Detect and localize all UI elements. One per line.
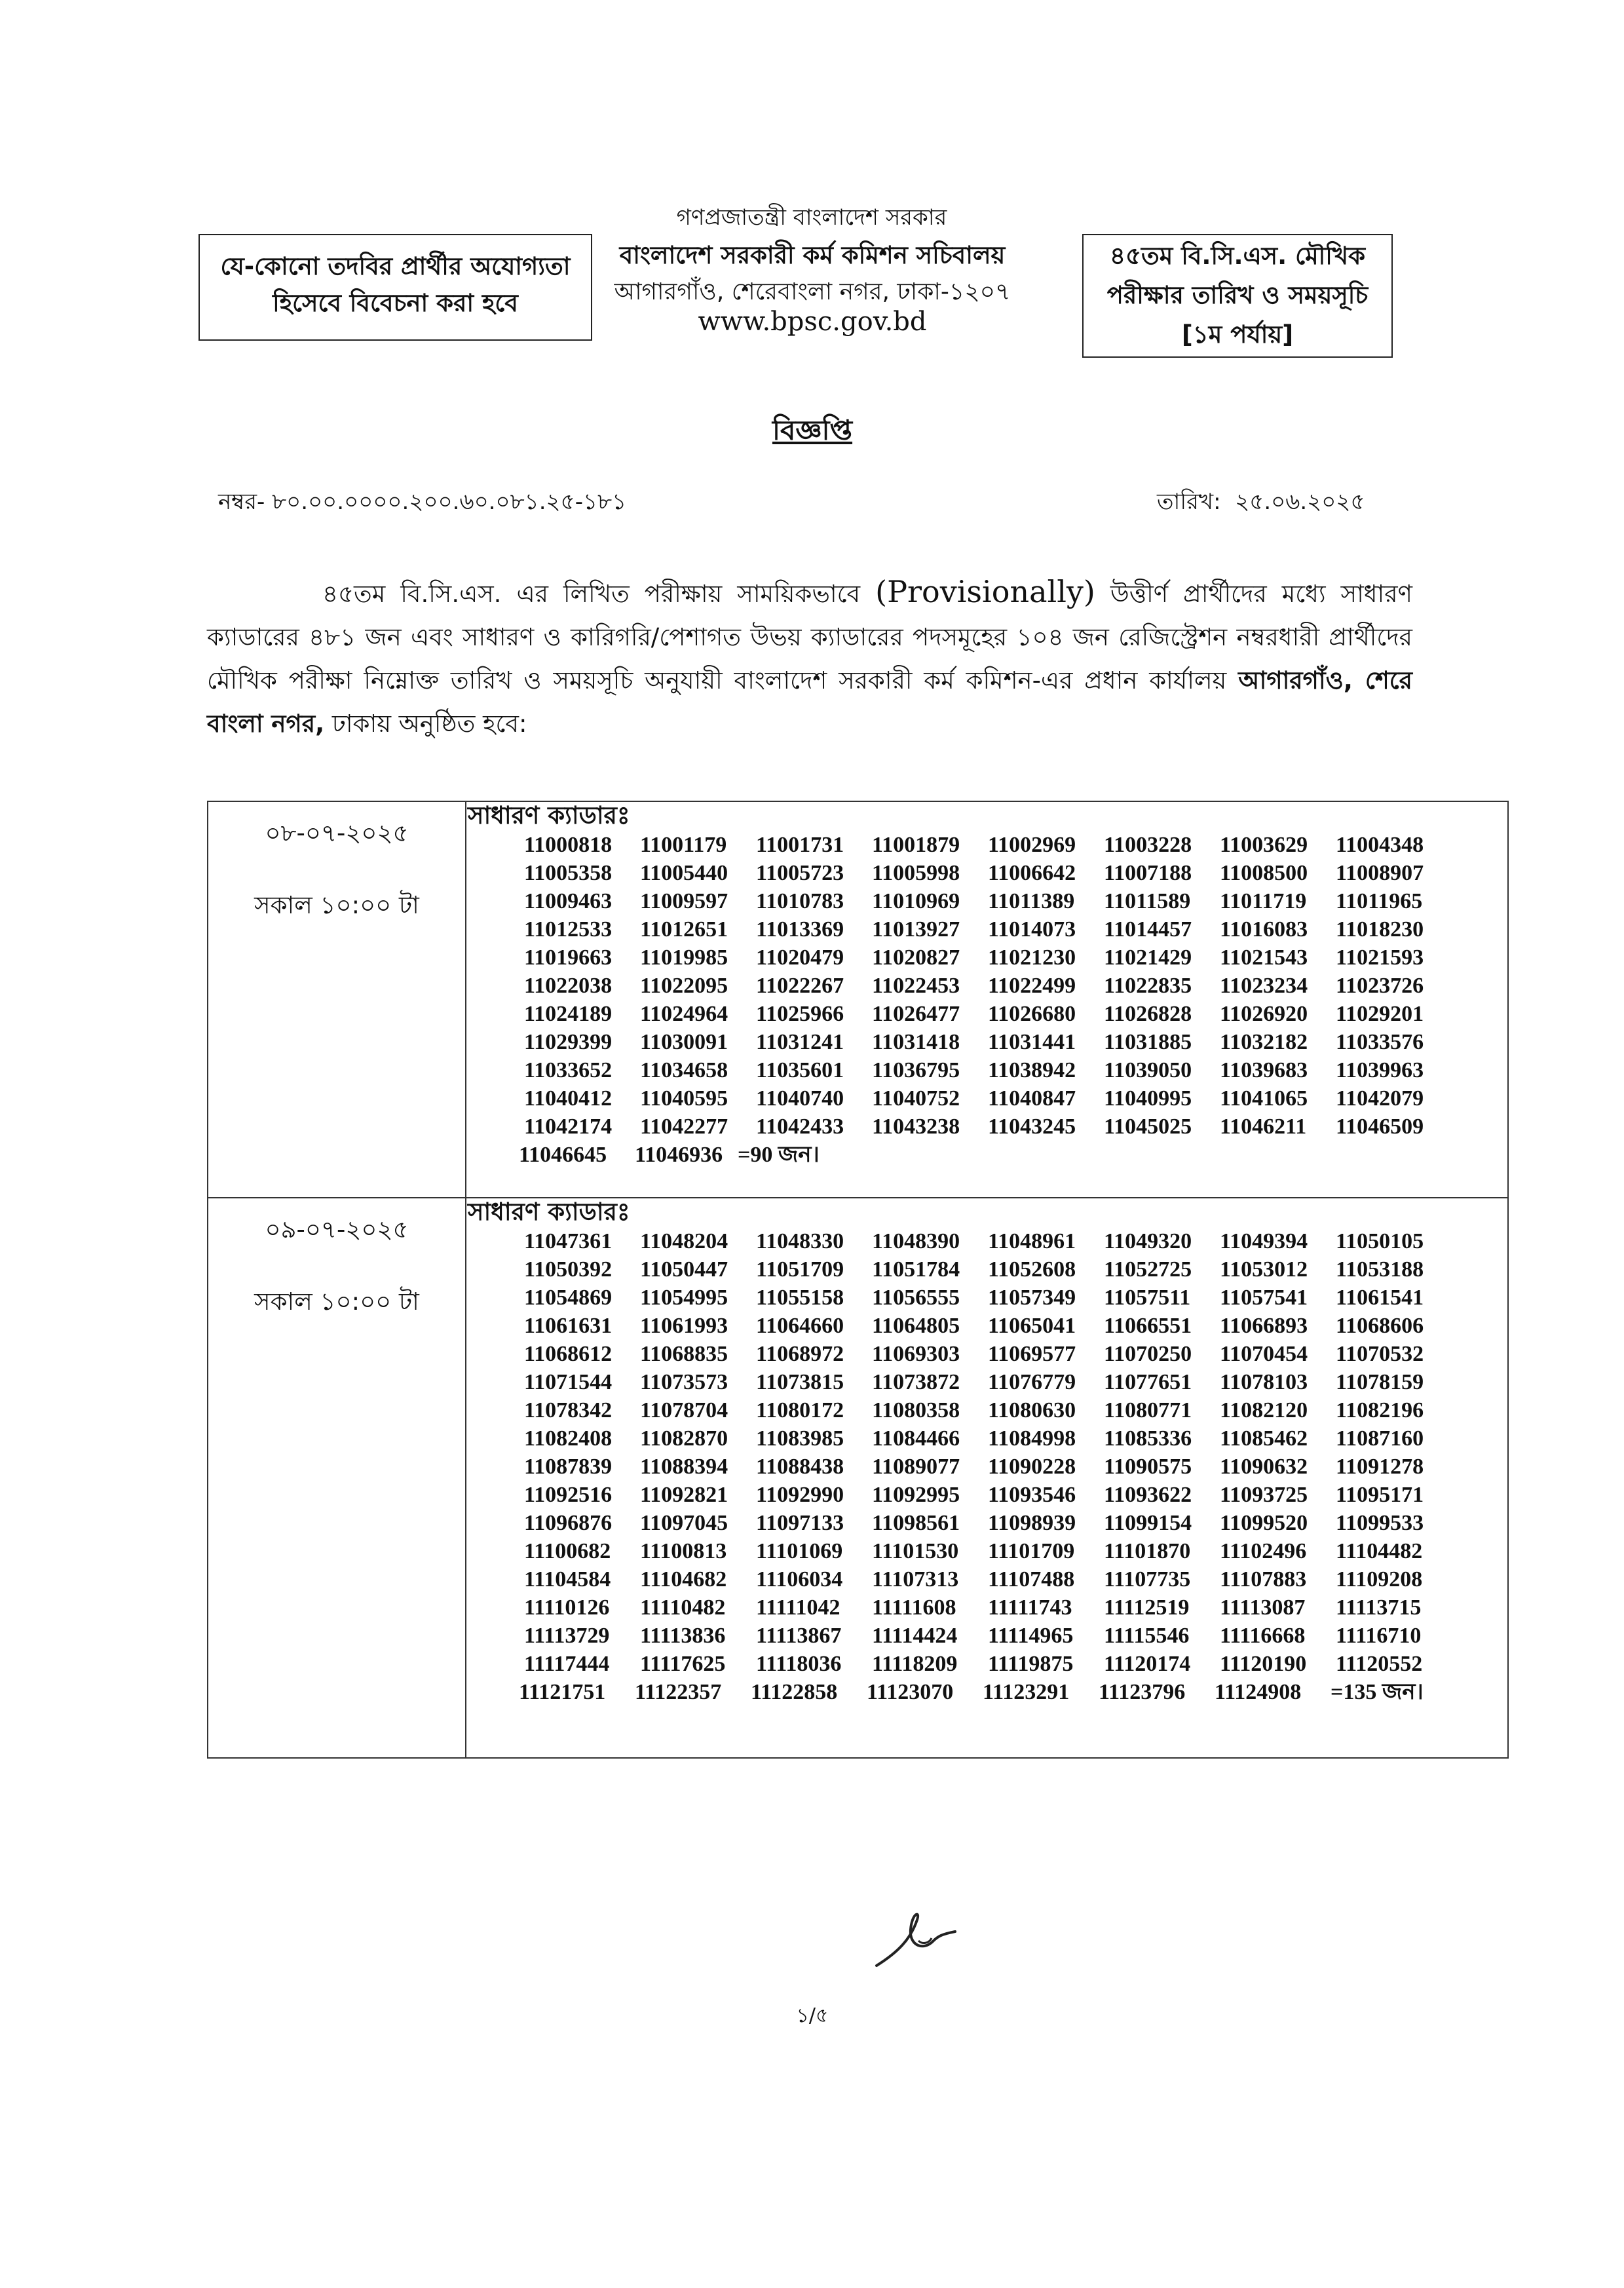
registration-number: 11068612 (524, 1342, 613, 1366)
registration-number: 11076779 (988, 1370, 1076, 1394)
registration-number: 11120174 (1104, 1652, 1191, 1676)
number-row (524, 972, 1507, 1000)
number-row (524, 1453, 1507, 1481)
body-text-venue: আগারগাঁও, শেরে বাংলা নগর, (207, 666, 1413, 738)
registration-number: 11061541 (1336, 1286, 1424, 1310)
registration-number: 11118209 (872, 1652, 958, 1676)
registration-number: 11050105 (1336, 1229, 1424, 1253)
registration-number: 11102496 (1220, 1539, 1307, 1563)
registration-number: 11033652 (524, 1058, 613, 1082)
registration-number: 11034658 (640, 1058, 728, 1082)
registration-number: 11021543 (1220, 945, 1308, 970)
registration-number: 11005998 (872, 861, 960, 885)
registration-number: 11090575 (1104, 1455, 1192, 1479)
registration-number: 11098561 (872, 1511, 960, 1535)
number-row (524, 1622, 1507, 1650)
registration-number: 11113836 (640, 1624, 726, 1648)
body-text-3: ঢাকায় অনুষ্ঠিত হবে: (324, 710, 527, 738)
registration-number: 11082870 (640, 1426, 728, 1451)
registration-number: 11042174 (524, 1115, 613, 1139)
numbers-cell-2 (466, 1198, 1508, 1758)
registration-number: 11020479 (756, 945, 844, 970)
govt-name: গণপ্রজাতন্ত্রী বাংলাদেশ সরকার (676, 204, 947, 231)
registration-number: 11005723 (756, 861, 844, 885)
registration-number: 11097133 (756, 1511, 844, 1535)
number-row (524, 1284, 1507, 1312)
registration-number: 11065041 (988, 1314, 1076, 1338)
registration-number: 11048204 (640, 1229, 728, 1253)
notice-title: বিজ্ঞপ্তি (772, 414, 853, 446)
number-row (524, 1537, 1507, 1565)
number-row (524, 1000, 1507, 1028)
registration-number: 11061993 (640, 1314, 728, 1338)
registration-number: 11019663 (524, 945, 613, 970)
registration-number: 11051784 (872, 1257, 960, 1282)
registration-number: 11068835 (640, 1342, 728, 1366)
registration-number: 11057349 (988, 1286, 1076, 1310)
exam-time-2: সকাল ১০:০০ টা (254, 1287, 419, 1316)
registration-number: 11064805 (872, 1314, 960, 1338)
registration-number: 11066893 (1220, 1314, 1308, 1338)
registration-number: 11066551 (1104, 1314, 1192, 1338)
registration-number: 11022267 (756, 974, 844, 998)
registration-number: 11113087 (1220, 1595, 1306, 1620)
registration-number: 11042277 (640, 1115, 728, 1139)
registration-number: 11077651 (1104, 1370, 1192, 1394)
registration-number: 11053012 (1220, 1257, 1308, 1282)
registration-number: 11080771 (1104, 1398, 1192, 1422)
registration-number: 11038942 (988, 1058, 1076, 1082)
registration-number: 11061631 (524, 1314, 613, 1338)
number-row (524, 1227, 1507, 1255)
registration-number: 11110126 (524, 1595, 610, 1620)
registration-number: 11104682 (640, 1567, 727, 1592)
registration-number: 11070532 (1336, 1342, 1424, 1366)
registration-number: 11045025 (1104, 1115, 1192, 1139)
registration-number: 11116710 (1336, 1624, 1422, 1648)
registration-number: 11052725 (1104, 1257, 1192, 1282)
registration-number: 11057541 (1220, 1286, 1308, 1310)
registration-number: 11082408 (524, 1426, 613, 1451)
registration-number: 11069303 (872, 1342, 960, 1366)
registration-number: 11042433 (756, 1115, 844, 1139)
registration-number: 11035601 (756, 1058, 844, 1082)
warning-box (198, 234, 592, 341)
cadre-label-2: সাধারণ ক্যাডারঃ (468, 1198, 630, 1226)
registration-number: 11029201 (1336, 1002, 1424, 1026)
registration-number: 11091278 (1336, 1455, 1424, 1479)
office-name: বাংলাদেশ সরকারী কর্ম কমিশন সচিবালয় (619, 241, 1006, 269)
registration-number: 11124908 (1215, 1680, 1302, 1704)
registration-number: 11106034 (756, 1567, 843, 1592)
registration-number: 11040752 (872, 1086, 960, 1111)
registration-number: 11090228 (988, 1455, 1076, 1479)
registration-number: 11100682 (524, 1539, 611, 1563)
registration-number: 11113867 (756, 1624, 842, 1648)
candidate-total-unit: জন। (778, 1141, 820, 1168)
registration-number: 11100813 (640, 1539, 727, 1563)
registration-number: 11031418 (872, 1030, 960, 1054)
registration-number: 11004348 (1336, 833, 1424, 857)
number-row (524, 1396, 1507, 1424)
registration-number: 11099154 (1104, 1511, 1192, 1535)
registration-number: 11084466 (872, 1426, 960, 1451)
registration-number: 11007188 (1104, 861, 1192, 885)
numbers-cell-1 (466, 801, 1508, 1198)
warning-line-2: হিসেবে বিবেচনা করা হবে (273, 289, 518, 317)
registration-number: 11070454 (1220, 1342, 1308, 1366)
registration-number: 11022038 (524, 974, 613, 998)
registration-number: 11023726 (1336, 974, 1424, 998)
registration-number: 11120552 (1336, 1652, 1423, 1676)
registration-number: 11116668 (1220, 1624, 1306, 1648)
registration-number: 11089077 (872, 1455, 960, 1479)
number-row-last (519, 1141, 1507, 1169)
registration-number: 11054869 (524, 1286, 613, 1310)
registration-number: 11016083 (1220, 917, 1308, 942)
candidate-total-value: =135 (1331, 1680, 1377, 1704)
registration-number: 11123291 (983, 1680, 1070, 1704)
registration-number: 11095171 (1336, 1483, 1424, 1507)
registration-number: 11073872 (872, 1370, 960, 1394)
registration-number: 11011389 (988, 889, 1075, 913)
registration-number: 11039050 (1104, 1058, 1192, 1082)
registration-number: 11093622 (1104, 1483, 1192, 1507)
schedule-row-2 (208, 1198, 1508, 1758)
registration-number: 11036795 (872, 1058, 960, 1082)
registration-number: 11005358 (524, 861, 613, 885)
number-row (524, 859, 1507, 887)
registration-number: 11109208 (1336, 1567, 1423, 1592)
registration-number: 11111042 (756, 1595, 840, 1620)
registration-number: 11040847 (988, 1086, 1076, 1111)
registration-number: 11046936 (635, 1143, 723, 1167)
signature (871, 1900, 963, 1979)
registration-number: 11078342 (524, 1398, 613, 1422)
registration-number: 11013927 (872, 917, 960, 942)
registration-number: 11099533 (1336, 1511, 1424, 1535)
registration-number: 11078704 (640, 1398, 728, 1422)
registration-number: 11057511 (1104, 1286, 1191, 1310)
registration-number: 11010783 (756, 889, 844, 913)
registration-number: 11008907 (1336, 861, 1424, 885)
registration-number: 11046509 (1336, 1115, 1424, 1139)
number-row (524, 1028, 1507, 1056)
registration-number: 11041065 (1220, 1086, 1308, 1111)
registration-number: 11011719 (1220, 889, 1307, 913)
registration-number: 11101870 (1104, 1539, 1191, 1563)
registration-number: 11073815 (756, 1370, 844, 1394)
registration-number: 11023234 (1220, 974, 1308, 998)
registration-number: 11097045 (640, 1511, 728, 1535)
registration-number: 11113729 (524, 1624, 610, 1648)
registration-number: 11123796 (1099, 1680, 1186, 1704)
office-address: আগারগাঁও, শেরেবাংলা নগর, ঢাকা-১২০৭ (614, 278, 1011, 305)
registration-number: 11107313 (872, 1567, 959, 1592)
registration-number: 11014073 (988, 917, 1076, 942)
registration-number: 11021593 (1336, 945, 1424, 970)
registration-number: 11055158 (756, 1286, 844, 1310)
registration-number: 11043245 (988, 1115, 1076, 1139)
registration-number: 11048330 (756, 1229, 844, 1253)
registration-number: 11078159 (1336, 1370, 1424, 1394)
registration-number: 11080630 (988, 1398, 1076, 1422)
registration-number: 11033576 (1336, 1030, 1424, 1054)
registration-number: 11101530 (872, 1539, 959, 1563)
registration-number: 11051709 (756, 1257, 844, 1282)
registration-number: 11101709 (988, 1539, 1075, 1563)
registration-number: 11003629 (1220, 833, 1308, 857)
number-row (524, 1340, 1507, 1368)
registration-number: 11006642 (988, 861, 1076, 885)
date-cell-2 (208, 1198, 466, 1758)
schedule-row-1 (208, 801, 1508, 1198)
registration-number: 11092516 (524, 1483, 613, 1507)
registration-number: 11022499 (988, 974, 1076, 998)
registration-number: 11122357 (635, 1680, 722, 1704)
registration-number: 11120190 (1220, 1652, 1307, 1676)
registration-number: 11020827 (872, 945, 960, 970)
registration-number: 11098939 (988, 1511, 1076, 1535)
body-text-provisionally: (Provisionally) (875, 574, 1095, 609)
registration-number: 11005440 (640, 861, 728, 885)
registration-number: 11031885 (1104, 1030, 1192, 1054)
registration-number: 11040412 (524, 1086, 613, 1111)
registration-number: 11012533 (524, 917, 613, 942)
schedule-table (207, 801, 1509, 1759)
date-cell-1 (208, 801, 466, 1198)
warning-line-1: যে-কোনো তদবির প্রার্থীর অযোগ্যতা (220, 252, 571, 280)
registration-number: 11024189 (524, 1002, 613, 1026)
registration-number: 11114424 (872, 1624, 958, 1648)
registration-number: 11117444 (524, 1652, 610, 1676)
registration-number: 11113715 (1336, 1595, 1422, 1620)
number-row (524, 1650, 1507, 1678)
candidate-total-value: =90 (738, 1143, 773, 1167)
registration-number: 11085336 (1104, 1426, 1192, 1451)
registration-number: 11013369 (756, 917, 844, 942)
number-row (524, 1565, 1507, 1593)
cadre-label-1: সাধারণ ক্যাডারঃ (468, 801, 630, 829)
registration-number: 11084998 (988, 1426, 1076, 1451)
registration-number: 11118036 (756, 1652, 842, 1676)
registration-number: 11001879 (872, 833, 960, 857)
registration-number: 11083985 (756, 1426, 844, 1451)
registration-number: 11099520 (1220, 1511, 1308, 1535)
number-row (524, 1593, 1507, 1622)
number-row-last (519, 1678, 1507, 1706)
registration-number: 11032182 (1220, 1030, 1308, 1054)
registration-number: 11069577 (988, 1342, 1076, 1366)
registration-number: 11121751 (519, 1680, 606, 1704)
registration-number: 11054995 (640, 1286, 728, 1310)
registration-number: 11056555 (872, 1286, 960, 1310)
notice-date: তারিখ: ২৫.০৬.২০২৫ (1157, 489, 1365, 515)
number-row (524, 1509, 1507, 1537)
registration-number: 11087160 (1336, 1426, 1424, 1451)
exam-box-line-2: পরীক্ষার তারিখ ও সময়সূচি (1106, 281, 1369, 309)
exam-box-line-3: [১ম পর্যায়] (1181, 320, 1294, 349)
registration-number: 11009597 (640, 889, 728, 913)
number-row (524, 1424, 1507, 1453)
registration-number: 11026477 (872, 1002, 960, 1026)
registration-number: 11021429 (1104, 945, 1192, 970)
registration-number: 11073573 (640, 1370, 728, 1394)
number-row (524, 831, 1507, 859)
registration-number: 11088394 (640, 1455, 728, 1479)
number-row (524, 1368, 1507, 1396)
registration-number: 11104482 (1336, 1539, 1423, 1563)
registration-number: 11026828 (1104, 1002, 1192, 1026)
candidate-total (1331, 1680, 1424, 1704)
number-row (524, 1255, 1507, 1284)
registration-number: 11119875 (988, 1652, 1074, 1676)
registration-number: 11030091 (640, 1030, 728, 1054)
registration-number: 11002969 (988, 833, 1076, 857)
registration-number: 11085462 (1220, 1426, 1308, 1451)
registration-number: 11107883 (1220, 1567, 1307, 1592)
candidate-total-unit: জন। (1382, 1679, 1424, 1705)
registration-number: 11123070 (867, 1680, 954, 1704)
registration-number: 11048390 (872, 1229, 960, 1253)
number-row (524, 1481, 1507, 1509)
registration-number: 11029399 (524, 1030, 613, 1054)
registration-number: 11117625 (640, 1652, 726, 1676)
number-row (524, 1113, 1507, 1141)
registration-number: 11040995 (1104, 1086, 1192, 1111)
registration-number: 11071544 (524, 1370, 613, 1394)
registration-number: 11064660 (756, 1314, 844, 1338)
candidate-total (738, 1143, 820, 1167)
exam-schedule-box (1082, 234, 1393, 358)
registration-numbers-2 (466, 1226, 1507, 1706)
registration-number: 11082120 (1220, 1398, 1308, 1422)
exam-date-1: ০৮-০৭-২০২৫ (265, 819, 409, 847)
exam-date-2: ০৯-০৭-২০২৫ (265, 1215, 409, 1244)
registration-number: 11082196 (1336, 1398, 1424, 1422)
registration-number: 11019985 (640, 945, 728, 970)
registration-number: 11046211 (1220, 1115, 1307, 1139)
registration-number: 11080172 (756, 1398, 844, 1422)
registration-number: 11047361 (524, 1229, 613, 1253)
registration-number: 11040595 (640, 1086, 728, 1111)
registration-number: 11068606 (1336, 1314, 1424, 1338)
registration-number: 11012651 (640, 917, 728, 942)
registration-number: 11092990 (756, 1483, 844, 1507)
registration-number: 11022453 (872, 974, 960, 998)
registration-number: 11115546 (1104, 1624, 1190, 1648)
registration-number: 11114965 (988, 1624, 1074, 1648)
registration-number: 11092821 (640, 1483, 728, 1507)
registration-number: 11111743 (988, 1595, 1072, 1620)
registration-number: 11101069 (756, 1539, 843, 1563)
number-row (524, 1056, 1507, 1084)
registration-number: 11110482 (640, 1595, 726, 1620)
registration-number: 11093546 (988, 1483, 1076, 1507)
registration-number: 11022835 (1104, 974, 1192, 998)
registration-number: 11010969 (872, 889, 960, 913)
registration-number: 11050392 (524, 1257, 613, 1282)
registration-numbers-1 (466, 829, 1507, 1169)
number-row (524, 1312, 1507, 1340)
registration-number: 11107488 (988, 1567, 1075, 1592)
exam-time-1: সকাল ১০:০০ টা (254, 891, 419, 919)
registration-number: 11093725 (1220, 1483, 1308, 1507)
registration-number: 11021230 (988, 945, 1076, 970)
registration-number: 11049394 (1220, 1229, 1308, 1253)
registration-number: 11008500 (1220, 861, 1308, 885)
registration-number: 11042079 (1336, 1086, 1424, 1111)
registration-number: 11122858 (751, 1680, 838, 1704)
registration-number: 11011965 (1336, 889, 1423, 913)
registration-number: 11011589 (1104, 889, 1191, 913)
registration-number: 11070250 (1104, 1342, 1192, 1366)
registration-number: 11040740 (756, 1086, 844, 1111)
registration-number: 11031241 (756, 1030, 844, 1054)
number-row (524, 915, 1507, 944)
number-row (524, 944, 1507, 972)
registration-number: 11001731 (756, 833, 844, 857)
body-text-1: ৪৫তম বি.সি.এস. এর লিখিত পরীক্ষায় সাময়িকভাবে (322, 580, 876, 608)
number-row (524, 1084, 1507, 1113)
registration-number: 11092995 (872, 1483, 960, 1507)
registration-number: 11107735 (1104, 1567, 1191, 1592)
registration-number: 11048961 (988, 1229, 1076, 1253)
registration-number: 11104584 (524, 1567, 611, 1592)
registration-number: 11009463 (524, 889, 613, 913)
registration-number: 11112519 (1104, 1595, 1190, 1620)
website-link[interactable]: www.bpsc.gov.bd (698, 307, 927, 337)
registration-number: 11088438 (756, 1455, 844, 1479)
registration-number: 11078103 (1220, 1370, 1308, 1394)
registration-number: 11052608 (988, 1257, 1076, 1282)
registration-number: 11026680 (988, 1002, 1076, 1026)
registration-number: 11001179 (640, 833, 727, 857)
body-text-2: উত্তীর্ণ প্রার্থীদের মধ্যে সাধারণ ক্যাডারের ৪৮১ জন এবং সাধারণ ও কারিগরি/পেশাগত উভয় ক্যাডারের পদসমূহের ১০৪ জন রেজিস্ট্রেশন নম্বরধারী প্রার্থীদের মৌখিক পরীক্ষা নিম্নোক্ত তারিখ ও সময়সূচি অনুযায়ী বাংলাদেশ সরকারী কর্ম কমিশন-এর প্রধান কার্যালয় (207, 580, 1412, 695)
registration-number: 11014457 (1104, 917, 1192, 942)
registration-number: 11039963 (1336, 1058, 1424, 1082)
registration-number: 11018230 (1336, 917, 1424, 942)
registration-number: 11000818 (524, 833, 613, 857)
registration-number: 11087839 (524, 1455, 613, 1479)
registration-number: 11090632 (1220, 1455, 1308, 1479)
page-number: ১/৫ (796, 2004, 829, 2027)
registration-number: 11026920 (1220, 1002, 1308, 1026)
number-row (524, 887, 1507, 915)
exam-box-line-1: ৪৫তম বি.সি.এস. মৌখিক (1110, 242, 1365, 270)
registration-number: 11039683 (1220, 1058, 1308, 1082)
registration-number: 11022095 (640, 974, 728, 998)
registration-number: 11080358 (872, 1398, 960, 1422)
registration-number: 11050447 (640, 1257, 728, 1282)
registration-number: 11003228 (1104, 833, 1192, 857)
registration-number: 11068972 (756, 1342, 844, 1366)
memo-number: নম্বর- ৮০.০০.০০০০.২০০.৬০.০৮১.২৫-১৮১ (218, 489, 627, 515)
registration-number: 11025966 (756, 1002, 844, 1026)
registration-number: 11043238 (872, 1115, 960, 1139)
registration-number: 11111608 (872, 1595, 956, 1620)
registration-number: 11046645 (519, 1143, 607, 1167)
registration-number: 11053188 (1336, 1257, 1424, 1282)
registration-number: 11031441 (988, 1030, 1076, 1054)
notice-body (207, 570, 1412, 746)
registration-number: 11096876 (524, 1511, 613, 1535)
registration-number: 11024964 (640, 1002, 728, 1026)
registration-number: 11049320 (1104, 1229, 1192, 1253)
